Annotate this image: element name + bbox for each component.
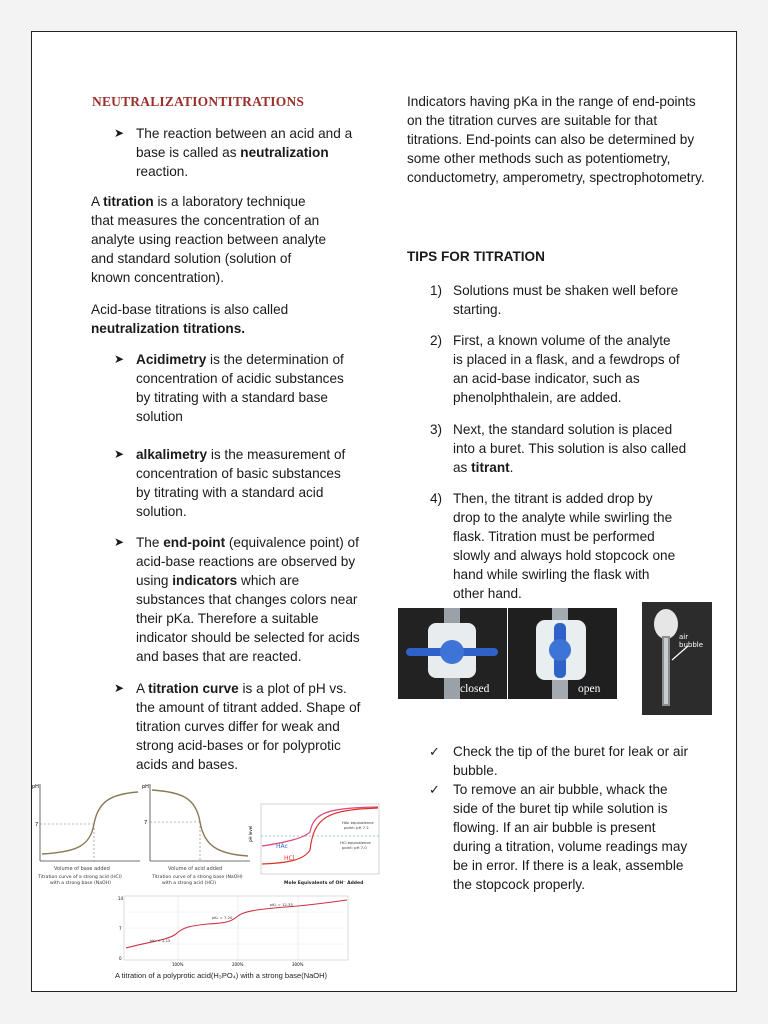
- hac-equivalence-line-2: point: pH 7.2: [344, 825, 369, 830]
- tip-number: 1): [430, 283, 443, 298]
- arrow-bullet-icon: ➤: [114, 681, 125, 695]
- titration-paragraph: A titration is a laboratory technique that measures the concentration of an analyte using reaction between analyte and standard solution (solution of known concentration).: [91, 194, 327, 285]
- stopcock-open-photo: [508, 608, 617, 699]
- document-page: [31, 31, 737, 992]
- hcl-equivalence-line-1: HCl equivalence: [340, 840, 371, 845]
- y-axis-label: pH level: [248, 825, 253, 842]
- caption-line-1: Titration curve of a strong base (NaOH): [152, 875, 243, 880]
- titration-curve-base-figure: [140, 776, 252, 890]
- tip-number: 2): [430, 333, 443, 348]
- acid-base-paragraph: Acid-base titrations is also called neutralization titrations.: [91, 302, 289, 336]
- check-item: To remove an air bubble, whack the side of the buret tip while solution is flowing. If an air bubble is present during a titration, volume readings may be in error. If there is a leak, assemble the stopcock properly.: [453, 782, 688, 892]
- bullet-neutralization: The reaction between an acid and a base is called as neutralization reaction.: [136, 126, 353, 179]
- caption-line-2: with a strong base (NaOH): [50, 881, 111, 886]
- pka3-label: pK₃ = 12.35: [270, 902, 293, 907]
- titration-curve-acid-figure: [32, 776, 144, 890]
- x-tick-300: 300%: [292, 962, 304, 967]
- stopcock-open-image: [508, 608, 617, 699]
- polyprotic-titration-figure: [118, 894, 350, 968]
- bullet-acidimetry: Acidimetry is the determination of concentration of acidic substances by titrating with a standard base solution: [136, 352, 344, 424]
- tip-number: 4): [430, 491, 443, 506]
- caption-line-2: with a strong acid (HCl): [162, 881, 217, 886]
- y-tick-0: 0: [119, 956, 122, 961]
- bullet-alkalimetry: alkalimetry is the measurement of concentration of basic substances by titrating with a standard acid solution.: [136, 447, 346, 519]
- indicators-paragraph: Indicators having pKa in the range of end-points on the titration curves are suitable for that titrations. End-points can also be determined by some other methods such as potentiometry, conductometry, amperometry, spectrophotometry.: [407, 94, 705, 185]
- tip-item: Next, the standard solution is placed into a buret. This solution is also called as titrant.: [453, 422, 687, 475]
- arrow-bullet-icon: ➤: [114, 126, 125, 140]
- x-axis-label: Volume of base added: [54, 866, 110, 872]
- check-item: Check the tip of the buret for leak or air bubble.: [453, 744, 688, 778]
- titration-curve-line: [42, 792, 138, 854]
- stopcock-closed-photo: [398, 608, 507, 699]
- tip-item: Solutions must be shaken well before starting.: [453, 283, 679, 317]
- stopcock-closed-image: [398, 608, 507, 699]
- arrow-bullet-icon: ➤: [114, 535, 125, 549]
- x-axis-label: Volume of acid added: [168, 866, 223, 872]
- pka2-label: pK₂ = 7.20: [212, 915, 233, 920]
- open-label: open: [578, 683, 601, 695]
- pka1-label: pK₁ = 2.15: [150, 938, 171, 943]
- y-tick-7: 7: [119, 926, 122, 931]
- hcl-equivalence-line-2: point: pH 7.0: [342, 845, 367, 850]
- tip-number: 3): [430, 422, 443, 437]
- check-icon: ✓: [429, 782, 440, 797]
- y-axis-label: pH: [142, 784, 149, 790]
- x-tick-100: 100%: [172, 962, 184, 967]
- x-axis-label: Mole Equivalents of OH⁻ Added: [284, 881, 364, 886]
- hac-label: HAc: [276, 843, 288, 850]
- bullet-titration-curve: A titration curve is a plot of pH vs. the amount of titrant added. Shape of titration curves differ for weak and strong acid-bases or for polyprotic acids and bases.: [136, 681, 361, 772]
- tip-item: Then, the titrant is added drop by drop to the analyte while swirling the flask. Titration must be performed slowly and always hold stopcock one hand while swirling the flask with other hand.: [453, 491, 676, 601]
- air-bubble-photo: [642, 602, 712, 715]
- arrow-bullet-icon: ➤: [114, 447, 125, 461]
- section-title: NEUTRALIZATIONTITRATIONS: [92, 94, 305, 109]
- buret-tip-image: [642, 602, 712, 715]
- closed-label: closed: [460, 683, 490, 695]
- polyprotic-caption: A titration of a polyprotic acid(H₃PO₄) with a strong base(NaOH): [115, 971, 328, 980]
- y-tick-14: 14: [118, 896, 124, 901]
- y-axis-label: pH: [32, 784, 39, 790]
- bullet-end-point: The end-point (equivalence point) of acid-base reactions are observed by using indicators which are substances that changes colors near their pKa. Therefore a suitable indicator should be selected for acids and bases that are reacted.: [136, 535, 360, 664]
- ph-7-tick: 7: [35, 822, 39, 828]
- air-bubble-label: air bubble: [679, 633, 704, 649]
- x-tick-200: 200%: [232, 962, 244, 967]
- check-icon: ✓: [429, 744, 440, 759]
- plot-area: [261, 804, 379, 874]
- hcl-label: HCl: [284, 855, 295, 862]
- ph-7-tick: 7: [144, 820, 148, 826]
- tip-item: First, a known volume of the analyte is placed in a flask, and a fewdrops of an acid-base indicator, such as phenolphthalein, are added.: [453, 333, 680, 405]
- weak-vs-strong-acid-figure: [248, 802, 382, 888]
- arrow-bullet-icon: ➤: [114, 352, 125, 366]
- caption-line-1: Titration curve of a strong acid (HCl): [38, 875, 122, 880]
- hac-equivalence-line-1: HAc equivalence: [342, 820, 374, 825]
- tips-title: TIPS FOR TITRATION: [407, 249, 545, 264]
